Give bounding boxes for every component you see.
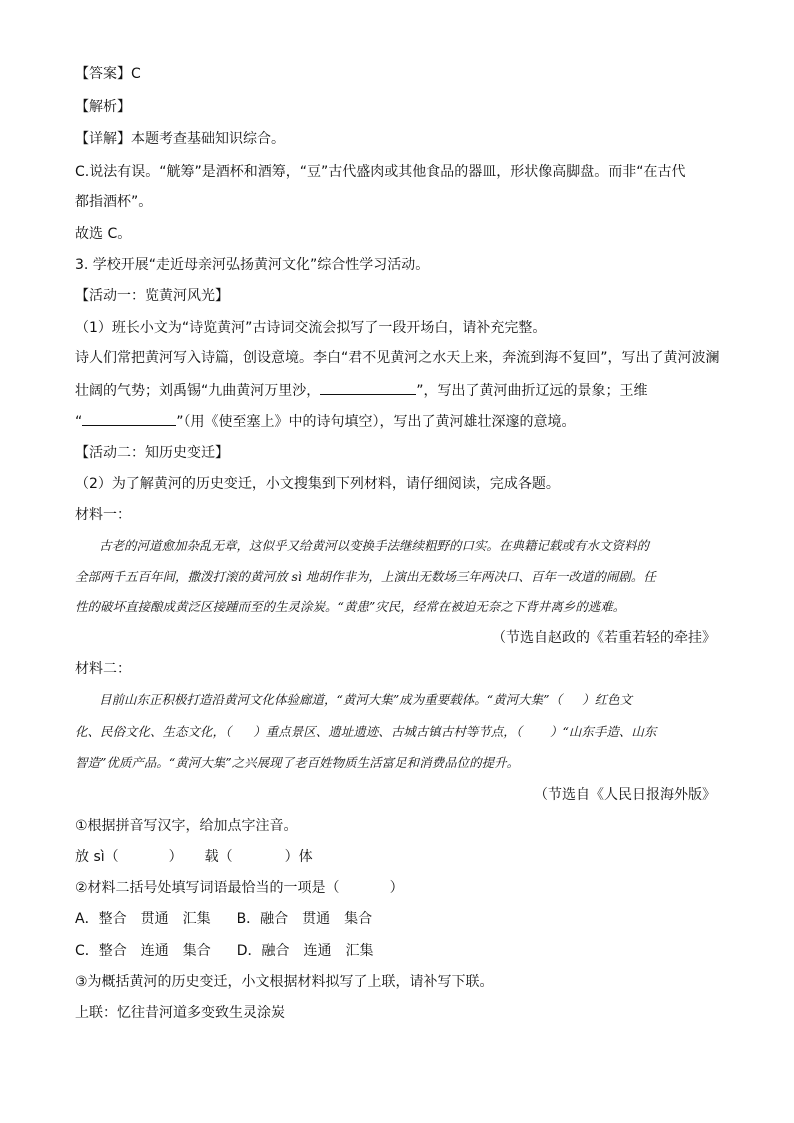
fill-blank-2[interactable] bbox=[82, 411, 176, 426]
sub-question-1: （1）班长小文为“诗览黄河”古诗词交流会拟写了一段开场白，请补充完整。 bbox=[75, 320, 547, 336]
activity-2-heading: 【活动二：知历史变迁】 bbox=[75, 445, 229, 461]
material-1-line-3: 性的破坏直接酿成黄泛区接踵而至的生灵涂炭。“黄患”灾民，经常在被迫无奈之下背井离乡的逃难。 bbox=[75, 599, 626, 614]
question-3: 3. 学校开展“走近母亲河弘扬黄河文化”综合性学习活动。 bbox=[75, 257, 430, 273]
poem-line-3-rest: ”（用《使至塞上》中的诗句填空），写出了黄河雄壮深邃的意境。 bbox=[176, 414, 576, 430]
couplet-upper: 上联：忆往昔河道多变致生灵涂炭 bbox=[75, 1005, 285, 1021]
explanation-line-1: C.说法有误。“觥筹”是酒杯和酒筹，“豆”古代盛肉或其他食品的器皿，形状像高脚盘。而非“在古代 bbox=[75, 164, 686, 180]
fill-blank-1[interactable] bbox=[320, 380, 416, 395]
detail-line: 【详解】本题考查基础知识综合。 bbox=[75, 131, 285, 147]
activity-1-heading: 【活动一：览黄河风光】 bbox=[75, 288, 229, 304]
answer-line bbox=[75, 64, 141, 84]
material-2-line-2-b: ）重点景区、遗址遗迹、古城古镇古村等节点，（ bbox=[253, 724, 523, 739]
poem-line-3 bbox=[75, 411, 576, 432]
sub-question-2: （2）为了解黄河的历史变迁，小文搜集到下列材料，请仔细阅读，完成各题。 bbox=[75, 476, 560, 492]
material-2-line-3: 智造”优质产品。“黄河大集”之兴展现了老百姓物质生活富足和消费品位的提升。 bbox=[75, 755, 520, 770]
material-2-source: （节选自《人民日报海外版》 bbox=[534, 787, 716, 803]
pinyin-d: ）体 bbox=[284, 849, 313, 865]
answer-label: 【答案】 bbox=[75, 66, 131, 82]
material-2-line-2 bbox=[75, 722, 656, 742]
item-2-prompt-b: ） bbox=[389, 880, 404, 896]
pinyin-a: 放 sì（ bbox=[75, 849, 119, 865]
option-c[interactable]: C．整合 连通 集合 bbox=[75, 943, 211, 959]
material-2-line-2-a: 化、民俗文化、生态文化，（ bbox=[75, 724, 232, 739]
material-2-label: 材料二： bbox=[75, 661, 131, 677]
option-b[interactable]: B．融合 贯通 集合 bbox=[236, 911, 373, 927]
item-3-prompt: ③为概括黄河的历史变迁，小文根据材料拟写了上联，请补写下联。 bbox=[75, 974, 494, 990]
material-1-source: （节选自赵政的《若重若轻的牵挂》 bbox=[492, 630, 716, 646]
option-a[interactable]: A．整合 贯通 汇集 bbox=[75, 911, 211, 927]
material-2-line-1-b: ）红色文 bbox=[582, 692, 633, 707]
choose-line: 故选 C。 bbox=[75, 226, 132, 242]
item-1-prompt: ①根据拼音写汉字，给加点字注音。 bbox=[75, 818, 298, 834]
material-1-label: 材料一： bbox=[75, 507, 131, 523]
item-2-prompt-a: ②材料二括号处填写词语最恰当的一项是（ bbox=[75, 880, 340, 896]
poem-line-1: 诗人们常把黄河写入诗篇，创设意境。李白“君不见黄河之水天上来，奔流到海不复回”，写出了黄河波澜 bbox=[75, 350, 720, 366]
material-1-line-2: 全部两千五百年间，撒泼打滚的黄河放 sì 地胡作非为，上演出无数场三年两决口、百年一改道的闹剧。任 bbox=[75, 569, 656, 584]
material-2-line-1-a: 目前山东正积极打造沿黄河文化体验廊道，“黄河大集”成为重要载体。“黄河大集”（ bbox=[99, 692, 563, 707]
material-2-line-2-c: ）“山东手造、山东 bbox=[550, 724, 657, 739]
pinyin-line bbox=[75, 847, 313, 867]
poem-line-2-part-b: ”，写出了黄河曲折辽远的景象；王维 bbox=[416, 383, 648, 399]
analysis-label: 【解析】 bbox=[75, 99, 131, 115]
options-row-2 bbox=[75, 941, 374, 961]
poem-line-3-open-quote: “ bbox=[75, 414, 83, 430]
material-2-line-1 bbox=[99, 690, 632, 710]
material-1-line-1: 古老的河道愈加杂乱无章，这似乎又给黄河以变换手法继续粗野的口实。在典籍记载或有水文资料的 bbox=[99, 538, 650, 553]
poem-line-2-part-a: 壮阔的气势；刘禹锡“九曲黄河万里沙， bbox=[75, 383, 321, 399]
pinyin-b: ） bbox=[168, 849, 183, 865]
answer-value: C bbox=[131, 66, 141, 82]
options-row-1 bbox=[75, 909, 372, 929]
item-2-prompt bbox=[75, 878, 404, 898]
explanation-line-2: 都指酒杯”。 bbox=[75, 194, 153, 210]
option-d[interactable]: D．融合 连通 汇集 bbox=[236, 943, 374, 959]
pinyin-c: 载（ bbox=[204, 849, 233, 865]
poem-line-2 bbox=[75, 380, 648, 401]
